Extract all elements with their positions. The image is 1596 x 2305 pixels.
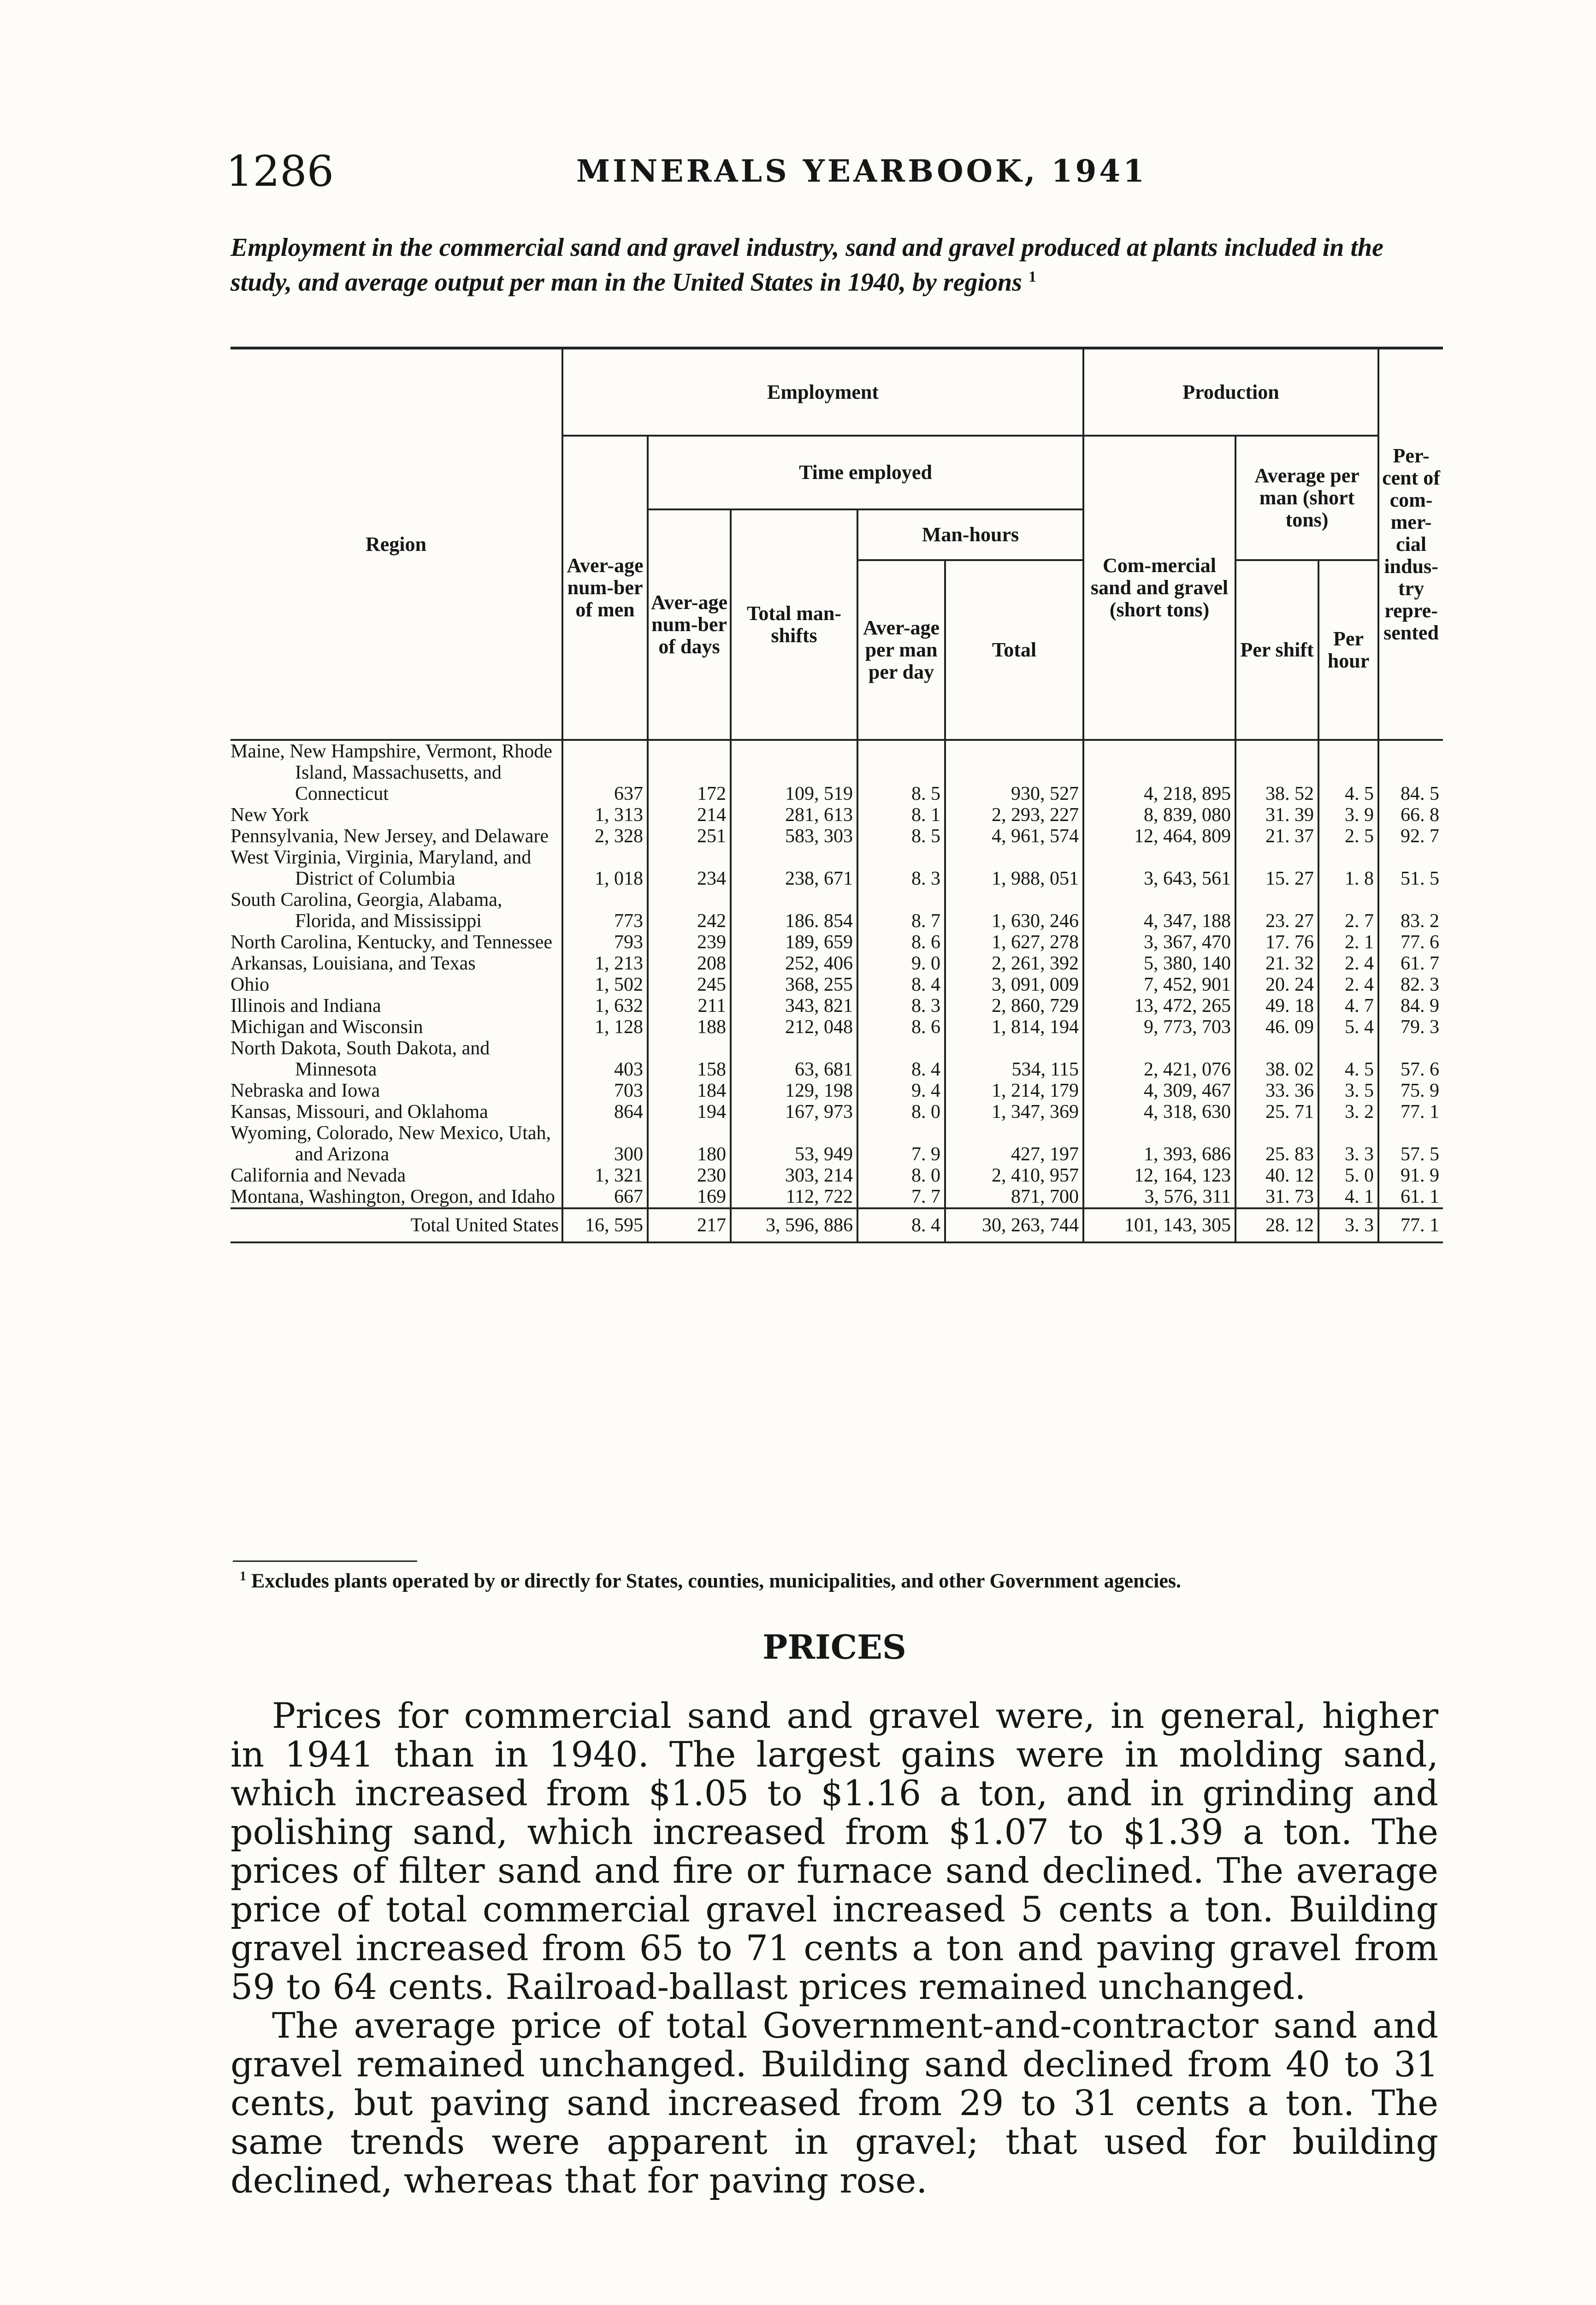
commercial-tons-cell: 2, 421, 076	[1083, 1038, 1235, 1080]
tons-per-hour-cell: 4. 5	[1318, 1038, 1378, 1080]
tons-per-hour-cell: 2. 5	[1318, 826, 1378, 847]
percent-represented-cell: 61. 7	[1378, 953, 1443, 974]
man-hours-per-day-cell: 8. 4	[857, 974, 945, 995]
average-days-cell: 172	[648, 740, 731, 804]
header-employment: Employment	[562, 348, 1083, 436]
tons-per-shift-cell: 28. 12	[1235, 1208, 1318, 1242]
table-total-row	[231, 1208, 1443, 1242]
commercial-tons-cell: 1, 393, 686	[1083, 1123, 1235, 1165]
region-cell: North Carolina, Kentucky, and Tennessee	[231, 932, 553, 953]
header-per-shift: Per shift	[1235, 560, 1318, 740]
header-time-employed: Time employed	[648, 436, 1083, 509]
tons-per-hour-cell: 3. 9	[1318, 804, 1378, 826]
total-man-shifts-cell: 189, 659	[731, 932, 857, 953]
man-hours-per-day-cell: 8. 4	[857, 1038, 945, 1080]
average-men-cell: 2, 328	[562, 826, 648, 847]
table-row	[231, 974, 1443, 995]
region-cell: Ohio	[231, 974, 269, 995]
tons-per-shift-cell: 20. 24	[1235, 974, 1318, 995]
footnote-reference: 1	[1028, 268, 1036, 285]
average-men-cell: 300	[562, 1123, 648, 1165]
average-days-cell: 217	[648, 1208, 731, 1242]
average-days-cell: 194	[648, 1101, 731, 1123]
man-hours-total-cell: 871, 700	[945, 1186, 1083, 1208]
percent-represented-cell: 83. 2	[1378, 889, 1443, 932]
man-hours-total-cell: 1, 630, 246	[945, 889, 1083, 932]
average-days-cell: 188	[648, 1017, 731, 1038]
footnote-rule	[233, 1560, 417, 1562]
percent-represented-cell: 57. 5	[1378, 1123, 1443, 1165]
average-days-cell: 211	[648, 995, 731, 1017]
average-men-cell: 1, 632	[562, 995, 648, 1017]
tons-per-hour-cell: 1. 8	[1318, 847, 1378, 889]
commercial-tons-cell: 8, 839, 080	[1083, 804, 1235, 826]
total-man-shifts-cell: 186. 854	[731, 889, 857, 932]
commercial-tons-cell: 3, 643, 561	[1083, 847, 1235, 889]
man-hours-total-cell: 427, 197	[945, 1123, 1083, 1165]
average-men-cell: 16, 595	[562, 1208, 648, 1242]
header-percent-represented: Per-cent of com-mer-cial indus-try repre-sented	[1378, 348, 1443, 740]
tons-per-shift-cell: 46. 09	[1235, 1017, 1318, 1038]
commercial-tons-cell: 12, 464, 809	[1083, 826, 1235, 847]
tons-per-hour-cell: 3. 2	[1318, 1101, 1378, 1123]
man-hours-per-day-cell: 8. 5	[857, 826, 945, 847]
man-hours-per-day-cell: 8. 3	[857, 995, 945, 1017]
average-men-cell: 1, 128	[562, 1017, 648, 1038]
paragraph: The average price of total Government-and-contractor sand and gravel remained unchanged. Building sand declined from 40 to 31 cents, but paving sand increased from 29 to 31 cents a ton. The same trends were apparent in gravel; that used for building declined, whereas that for paving rose.	[231, 2005, 1438, 2201]
running-head: MINERALS YEARBOOK, 1941	[576, 153, 1147, 189]
table-row	[231, 995, 1443, 1017]
region-cell: South Carolina, Georgia, Alabama, Florida, and Mississippi	[231, 889, 502, 932]
man-hours-total-cell: 30, 263, 744	[945, 1208, 1083, 1242]
man-hours-total-cell: 1, 347, 369	[945, 1101, 1083, 1123]
tons-per-hour-cell: 4. 7	[1318, 995, 1378, 1017]
man-hours-per-day-cell: 8. 5	[857, 740, 945, 804]
header-production: Production	[1083, 348, 1378, 436]
commercial-tons-cell: 7, 452, 901	[1083, 974, 1235, 995]
man-hours-total-cell: 2, 410, 957	[945, 1165, 1083, 1186]
header-commercial-sand-gravel: Com-mercial sand and gravel (short tons)	[1083, 436, 1235, 740]
total-man-shifts-cell: 238, 671	[731, 847, 857, 889]
man-hours-total-cell: 2, 293, 227	[945, 804, 1083, 826]
commercial-tons-cell: 9, 773, 703	[1083, 1017, 1235, 1038]
man-hours-total-cell: 534, 115	[945, 1038, 1083, 1080]
table-row	[231, 1123, 1443, 1165]
average-men-cell: 667	[562, 1186, 648, 1208]
table-row	[231, 1038, 1443, 1080]
table-row	[231, 1101, 1443, 1123]
man-hours-per-day-cell: 8. 6	[857, 932, 945, 953]
tons-per-shift-cell: 15. 27	[1235, 847, 1318, 889]
footnote	[231, 1565, 1438, 1593]
percent-represented-cell: 82. 3	[1378, 974, 1443, 995]
percent-represented-cell: 84. 9	[1378, 995, 1443, 1017]
commercial-tons-cell: 13, 472, 265	[1083, 995, 1235, 1017]
man-hours-per-day-cell: 8. 1	[857, 804, 945, 826]
commercial-tons-cell: 4, 309, 467	[1083, 1080, 1235, 1101]
tons-per-hour-cell: 3. 3	[1318, 1208, 1378, 1242]
table-caption	[231, 233, 1438, 297]
tons-per-shift-cell: 25. 71	[1235, 1101, 1318, 1123]
commercial-tons-cell: 101, 143, 305	[1083, 1208, 1235, 1242]
man-hours-per-day-cell: 8. 6	[857, 1017, 945, 1038]
percent-represented-cell: 61. 1	[1378, 1186, 1443, 1208]
total-man-shifts-cell: 3, 596, 886	[731, 1208, 857, 1242]
percent-represented-cell: 77. 1	[1378, 1101, 1443, 1123]
region-cell: West Virginia, Virginia, Maryland, and District of Columbia	[231, 847, 532, 889]
table-row	[231, 826, 1443, 847]
table-caption-text: Employment in the commercial sand and gravel industry, sand and gravel produced at plants included in the study, and average output per man in the United States in 1940, by regions	[231, 233, 1383, 297]
tons-per-shift-cell: 33. 36	[1235, 1080, 1318, 1101]
total-man-shifts-cell: 112, 722	[731, 1186, 857, 1208]
man-hours-total-cell: 930, 527	[945, 740, 1083, 804]
average-days-cell: 208	[648, 953, 731, 974]
region-cell: North Dakota, South Dakota, and Minnesota	[231, 1038, 490, 1080]
man-hours-total-cell: 3, 091, 009	[945, 974, 1083, 995]
average-men-cell: 1, 018	[562, 847, 648, 889]
man-hours-per-day-cell: 8. 0	[857, 1165, 945, 1186]
total-man-shifts-cell: 343, 821	[731, 995, 857, 1017]
table-body	[231, 740, 1443, 1242]
commercial-tons-cell: 5, 380, 140	[1083, 953, 1235, 974]
tons-per-shift-cell: 17. 76	[1235, 932, 1318, 953]
header-per-hour: Per hour	[1318, 560, 1378, 740]
region-cell: Kansas, Missouri, and Oklahoma	[231, 1101, 488, 1123]
region-cell: Arkansas, Louisiana, and Texas	[231, 953, 476, 974]
tons-per-hour-cell: 5. 0	[1318, 1165, 1378, 1186]
region-cell: New York	[231, 804, 309, 826]
footnote-text: Excludes plants operated by or directly for States, counties, municipalities, and other Government agencies.	[251, 1569, 1182, 1592]
header-total-man-shifts: Total man-shifts	[731, 509, 857, 740]
average-men-cell: 1, 321	[562, 1165, 648, 1186]
average-days-cell: 251	[648, 826, 731, 847]
man-hours-per-day-cell: 8. 4	[857, 1208, 945, 1242]
table-row	[231, 847, 1443, 889]
average-men-cell: 637	[562, 740, 648, 804]
average-men-cell: 703	[562, 1080, 648, 1101]
table-row	[231, 804, 1443, 826]
man-hours-total-cell: 1, 814, 194	[945, 1017, 1083, 1038]
body-text	[231, 1696, 1438, 2200]
tons-per-shift-cell: 38. 52	[1235, 740, 1318, 804]
total-man-shifts-cell: 252, 406	[731, 953, 857, 974]
average-days-cell: 180	[648, 1123, 731, 1165]
percent-represented-cell: 51. 5	[1378, 847, 1443, 889]
total-man-shifts-cell: 167, 973	[731, 1101, 857, 1123]
average-days-cell: 169	[648, 1186, 731, 1208]
man-hours-total-cell: 1, 988, 051	[945, 847, 1083, 889]
region-cell: Illinois and Indiana	[231, 995, 381, 1017]
total-man-shifts-cell: 281, 613	[731, 804, 857, 826]
region-cell: Michigan and Wisconsin	[231, 1017, 423, 1038]
man-hours-per-day-cell: 7. 9	[857, 1123, 945, 1165]
average-days-cell: 158	[648, 1038, 731, 1080]
man-hours-per-day-cell: 7. 7	[857, 1186, 945, 1208]
tons-per-hour-cell: 4. 5	[1318, 740, 1378, 804]
tons-per-hour-cell: 3. 3	[1318, 1123, 1378, 1165]
average-men-cell: 403	[562, 1038, 648, 1080]
percent-represented-cell: 77. 1	[1378, 1208, 1443, 1242]
percent-represented-cell: 79. 3	[1378, 1017, 1443, 1038]
man-hours-per-day-cell: 9. 4	[857, 1080, 945, 1101]
average-men-cell: 773	[562, 889, 648, 932]
average-men-cell: 793	[562, 932, 648, 953]
table-row	[231, 1186, 1443, 1208]
tons-per-shift-cell: 40. 12	[1235, 1165, 1318, 1186]
percent-represented-cell: 84. 5	[1378, 740, 1443, 804]
commercial-tons-cell: 3, 576, 311	[1083, 1186, 1235, 1208]
average-days-cell: 230	[648, 1165, 731, 1186]
average-days-cell: 184	[648, 1080, 731, 1101]
header-average-per-man-per-day: Aver-age per man per day	[857, 560, 945, 740]
table-row	[231, 1080, 1443, 1101]
average-days-cell: 234	[648, 847, 731, 889]
total-man-shifts-cell: 212, 048	[731, 1017, 857, 1038]
tons-per-shift-cell: 31. 39	[1235, 804, 1318, 826]
average-days-cell: 239	[648, 932, 731, 953]
tons-per-shift-cell: 23. 27	[1235, 889, 1318, 932]
paragraph: Prices for commercial sand and gravel were, in general, higher in 1941 than in 1940. The largest gains were in molding sand, which increased from $1.05 to $1.16 a ton, and in grinding and polishing sand, which increased from $1.07 to $1.39 a ton. The prices of filter sand and fire or furnace sand declined. The average price of total commercial gravel increased 5 cents a ton. Building gravel increased from 65 to 71 cents a ton and paving gravel from 59 to 64 cents. Railroad-ballast prices remained unchanged.	[231, 1695, 1438, 2007]
tons-per-hour-cell: 2. 4	[1318, 974, 1378, 995]
percent-represented-cell: 77. 6	[1378, 932, 1443, 953]
region-cell: California and Nevada	[231, 1165, 406, 1186]
total-man-shifts-cell: 109, 519	[731, 740, 857, 804]
commercial-tons-cell: 4, 218, 895	[1083, 740, 1235, 804]
commercial-tons-cell: 4, 318, 630	[1083, 1101, 1235, 1123]
total-man-shifts-cell: 368, 255	[731, 974, 857, 995]
tons-per-hour-cell: 3. 5	[1318, 1080, 1378, 1101]
region-cell: Maine, New Hampshire, Vermont, Rhode Island, Massachusetts, and Connecticut	[231, 741, 552, 804]
average-days-cell: 245	[648, 974, 731, 995]
header-average-number-of-men: Aver-age num-ber of men	[562, 436, 648, 740]
man-hours-total-cell: 2, 261, 392	[945, 953, 1083, 974]
tons-per-shift-cell: 21. 37	[1235, 826, 1318, 847]
region-cell: Wyoming, Colorado, New Mexico, Utah, and Arizona	[231, 1123, 551, 1165]
man-hours-per-day-cell: 8. 7	[857, 889, 945, 932]
total-man-shifts-cell: 129, 198	[731, 1080, 857, 1101]
region-cell: Pennsylvania, New Jersey, and Delaware	[231, 826, 549, 847]
man-hours-total-cell: 4, 961, 574	[945, 826, 1083, 847]
page-number: 1286	[226, 147, 334, 196]
percent-represented-cell: 66. 8	[1378, 804, 1443, 826]
man-hours-total-cell: 2, 860, 729	[945, 995, 1083, 1017]
commercial-tons-cell: 3, 367, 470	[1083, 932, 1235, 953]
region-cell: Montana, Washington, Oregon, and Idaho	[231, 1186, 555, 1207]
table-row	[231, 1165, 1443, 1186]
total-man-shifts-cell: 53, 949	[731, 1123, 857, 1165]
tons-per-hour-cell: 2. 4	[1318, 953, 1378, 974]
total-man-shifts-cell: 303, 214	[731, 1165, 857, 1186]
average-men-cell: 1, 213	[562, 953, 648, 974]
table-row	[231, 953, 1443, 974]
tons-per-shift-cell: 49. 18	[1235, 995, 1318, 1017]
tons-per-hour-cell: 2. 7	[1318, 889, 1378, 932]
tons-per-hour-cell: 4. 1	[1318, 1186, 1378, 1208]
commercial-tons-cell: 12, 164, 123	[1083, 1165, 1235, 1186]
average-men-cell: 864	[562, 1101, 648, 1123]
commercial-tons-cell: 4, 347, 188	[1083, 889, 1235, 932]
header-man-hours-total: Total	[945, 560, 1083, 740]
percent-represented-cell: 57. 6	[1378, 1038, 1443, 1080]
man-hours-per-day-cell: 8. 0	[857, 1101, 945, 1123]
percent-represented-cell: 75. 9	[1378, 1080, 1443, 1101]
man-hours-total-cell: 1, 627, 278	[945, 932, 1083, 953]
table-row	[231, 932, 1443, 953]
employment-table	[231, 347, 1443, 1243]
man-hours-per-day-cell: 8. 3	[857, 847, 945, 889]
footnote-marker: 1	[240, 1569, 246, 1584]
tons-per-shift-cell: 38. 02	[1235, 1038, 1318, 1080]
total-man-shifts-cell: 63, 681	[731, 1038, 857, 1080]
average-men-cell: 1, 502	[562, 974, 648, 995]
table-row	[231, 1017, 1443, 1038]
average-days-cell: 214	[648, 804, 731, 826]
man-hours-total-cell: 1, 214, 179	[945, 1080, 1083, 1101]
header-average-per-man: Average per man (short tons)	[1235, 436, 1378, 560]
section-title: PRICES	[763, 1627, 906, 1667]
header-average-number-of-days: Aver-age num-ber of days	[648, 509, 731, 740]
header-region: Region	[231, 348, 562, 740]
average-days-cell: 242	[648, 889, 731, 932]
region-cell: Total United States	[231, 1208, 562, 1242]
region-cell: Nebraska and Iowa	[231, 1080, 380, 1101]
header-man-hours: Man-hours	[857, 509, 1083, 560]
percent-represented-cell: 92. 7	[1378, 826, 1443, 847]
table-row	[231, 740, 1443, 804]
tons-per-shift-cell: 31. 73	[1235, 1186, 1318, 1208]
tons-per-hour-cell: 2. 1	[1318, 932, 1378, 953]
page-header	[226, 147, 1471, 202]
percent-represented-cell: 91. 9	[1378, 1165, 1443, 1186]
total-man-shifts-cell: 583, 303	[731, 826, 857, 847]
table-row	[231, 889, 1443, 932]
man-hours-per-day-cell: 9. 0	[857, 953, 945, 974]
tons-per-hour-cell: 5. 4	[1318, 1017, 1378, 1038]
average-men-cell: 1, 313	[562, 804, 648, 826]
tons-per-shift-cell: 21. 32	[1235, 953, 1318, 974]
tons-per-shift-cell: 25. 83	[1235, 1123, 1318, 1165]
